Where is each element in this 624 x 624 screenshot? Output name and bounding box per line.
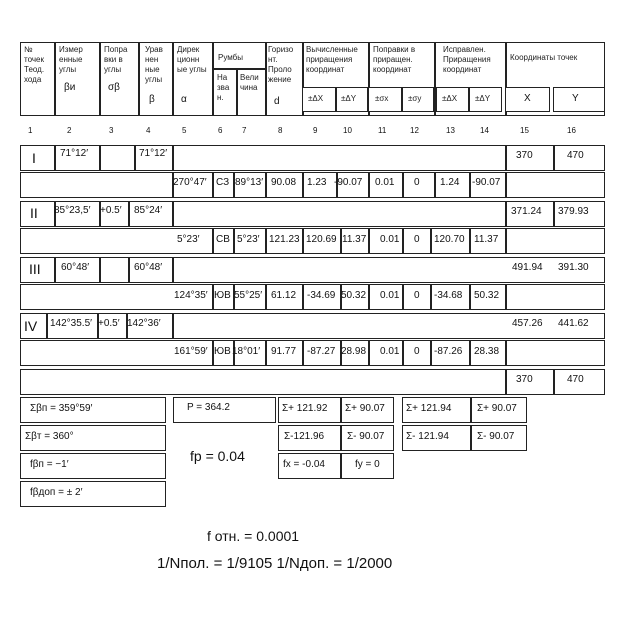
subhdr-sx-label: ±σx bbox=[375, 94, 389, 103]
cell-divider bbox=[505, 340, 507, 366]
rumb-value: 89°13′ bbox=[235, 177, 264, 188]
fy: fy = 0 bbox=[355, 459, 380, 470]
measured-angle: 71°12′ bbox=[60, 148, 89, 159]
calc-dx: 120.69 bbox=[306, 234, 337, 245]
perimeter: P = 364.2 bbox=[187, 402, 230, 413]
directional-angle: 5°23′ bbox=[177, 234, 200, 245]
linear-misclosure: fp = 0.04 bbox=[190, 448, 245, 464]
cell-divider bbox=[553, 201, 555, 227]
colnum: 13 bbox=[446, 126, 455, 135]
cell-divider bbox=[430, 228, 432, 254]
colnum: 5 bbox=[182, 126, 187, 135]
colnum: 1 bbox=[28, 126, 33, 135]
colnum: 6 bbox=[218, 126, 223, 135]
sum-measured-angles: Σβп = 359°59′ bbox=[30, 403, 93, 414]
cell-divider bbox=[54, 257, 56, 283]
sum-dy2-pos: Σ+ 90.07 bbox=[477, 403, 517, 414]
adjusted-angle: 60°48′ bbox=[134, 262, 163, 273]
angle-correction: +0.5′ bbox=[100, 205, 122, 216]
horizontal-distance: 91.77 bbox=[271, 346, 297, 357]
colnum: 7 bbox=[242, 126, 247, 135]
calc-dy: 11.37 bbox=[342, 234, 367, 245]
hdr-directional-symbol: α bbox=[181, 94, 187, 105]
hdr-measured-angles: Измер енные углы bbox=[59, 45, 83, 74]
sum-dx2-pos: Σ+ 121.94 bbox=[406, 403, 452, 414]
header-vline bbox=[54, 42, 56, 116]
cell-divider bbox=[402, 284, 404, 310]
cell-divider bbox=[368, 340, 370, 366]
calc-dx: 1.23 bbox=[307, 177, 327, 188]
calc-dy: 50.32 bbox=[341, 290, 367, 301]
hdr-adjusted-increments: Исправлен. Приращения координат bbox=[443, 45, 491, 74]
calc-dy: -90.07 bbox=[334, 177, 363, 188]
colnum: 8 bbox=[278, 126, 283, 135]
adjusted-angle: 142°36′ bbox=[127, 318, 161, 329]
cell-divider bbox=[265, 284, 267, 310]
cell-divider bbox=[505, 172, 507, 198]
corr-y: 0 bbox=[414, 346, 420, 357]
cell-divider bbox=[302, 172, 304, 198]
cell-divider bbox=[265, 340, 267, 366]
subhdr-Y bbox=[553, 87, 605, 112]
cell-divider bbox=[99, 145, 101, 171]
header-vline bbox=[212, 42, 214, 116]
cell-divider bbox=[302, 340, 304, 366]
cell-divider bbox=[172, 201, 174, 227]
subhdr-X-label: X bbox=[524, 93, 531, 104]
accuracy-ratio: 1/Nпол. = 1/9105 1/Nдоп. = 1/2000 bbox=[157, 555, 393, 572]
subhdr-dx2-label: ±ΔX bbox=[442, 94, 458, 103]
horizontal-distance: 121.23 bbox=[269, 234, 300, 245]
colnum: 2 bbox=[67, 126, 72, 135]
subhdr-sy-label: ±σy bbox=[408, 94, 422, 103]
hdr-horizontal-symbol: d bbox=[274, 96, 280, 107]
cell-divider bbox=[172, 313, 174, 339]
cell-divider bbox=[553, 369, 555, 395]
corr-x: 0.01 bbox=[380, 346, 400, 357]
hdr-rumby-name: На зва н. bbox=[217, 73, 230, 102]
cell-divider bbox=[430, 284, 432, 310]
corr-y: 0 bbox=[414, 234, 420, 245]
subhdr-dx-label: ±ΔX bbox=[308, 94, 324, 103]
cell-divider bbox=[505, 228, 507, 254]
adjusted-angle: 71°12′ bbox=[139, 148, 168, 159]
cell-divider bbox=[368, 284, 370, 310]
cell-divider bbox=[212, 172, 214, 198]
horizontal-distance: 61.12 bbox=[271, 290, 297, 301]
cell-divider bbox=[128, 257, 130, 283]
header-vline bbox=[172, 42, 174, 116]
coord-x: 457.26 bbox=[512, 318, 543, 329]
hdr-adjusted-symbol: β bbox=[149, 94, 155, 105]
cell-divider bbox=[505, 145, 507, 171]
rumb-name: ЮВ bbox=[214, 290, 231, 301]
colnum: 9 bbox=[313, 126, 318, 135]
cell-divider bbox=[302, 228, 304, 254]
subhdr-dy-label: ±ΔY bbox=[341, 94, 357, 103]
header-vline bbox=[99, 42, 101, 116]
subhdr-dy2-label: ±ΔY bbox=[475, 94, 491, 103]
allowed-misclosure: fβдоп = ± 2′ bbox=[30, 487, 83, 498]
cell-divider bbox=[128, 201, 130, 227]
rumb-value: 55°25′ bbox=[234, 290, 263, 301]
sum-dx-neg: Σ-121.96 bbox=[284, 431, 325, 442]
adj-dy: 50.32 bbox=[474, 290, 500, 301]
sum-dy-pos: Σ+ 90.07 bbox=[345, 403, 385, 414]
cell-divider bbox=[302, 284, 304, 310]
sum-dx2-neg: Σ- 121.94 bbox=[406, 431, 449, 442]
adj-dx: -87.26 bbox=[434, 346, 463, 357]
point-name: I bbox=[32, 150, 36, 166]
cell-divider bbox=[212, 228, 214, 254]
rumb-name: ЮВ bbox=[214, 346, 231, 357]
coord-x: 370 bbox=[516, 374, 533, 385]
coord-x: 491.94 bbox=[512, 262, 543, 273]
cell-divider bbox=[265, 172, 267, 198]
point-name: III bbox=[29, 261, 41, 277]
corr-x: 0.01 bbox=[380, 234, 400, 245]
cell-divider bbox=[469, 172, 471, 198]
cell-divider bbox=[505, 284, 507, 310]
angle-misclosure: fβп = −1′ bbox=[30, 459, 69, 470]
cell-divider bbox=[368, 228, 370, 254]
colnum: 10 bbox=[343, 126, 352, 135]
corr-y: 0 bbox=[414, 177, 420, 188]
adj-dx: -34.68 bbox=[434, 290, 463, 301]
hdr-adjusted-angles: Урав нен ные углы bbox=[145, 45, 163, 84]
colnum: 11 bbox=[378, 126, 387, 135]
relative-misclosure: f отн. = 0.0001 bbox=[207, 528, 300, 544]
coord-y: 441.62 bbox=[558, 318, 589, 329]
cell-divider bbox=[134, 145, 136, 171]
corr-y: 0 bbox=[414, 290, 420, 301]
coord-y: 470 bbox=[567, 150, 584, 161]
point-name: II bbox=[30, 205, 38, 221]
colnum: 14 bbox=[480, 126, 489, 135]
rumb-name: СВ bbox=[216, 234, 230, 245]
adjusted-angle: 85°24′ bbox=[134, 205, 163, 216]
colnum: 16 bbox=[567, 126, 576, 135]
measured-angle: 60°48′ bbox=[61, 262, 90, 273]
header-vline bbox=[138, 42, 140, 116]
adj-dy: -90.07 bbox=[472, 177, 501, 188]
adj-dy: 11.37 bbox=[474, 234, 499, 245]
calc-dx: -87.27 bbox=[307, 346, 336, 357]
cell-divider bbox=[434, 172, 436, 198]
header-vline bbox=[265, 42, 267, 116]
sum-dy-neg: Σ- 90.07 bbox=[347, 431, 385, 442]
colnum: 12 bbox=[410, 126, 419, 135]
coord-y: 391.30 bbox=[558, 262, 589, 273]
colnum: 15 bbox=[520, 126, 529, 135]
rumb-value: 18°01′ bbox=[232, 346, 261, 357]
cell-divider bbox=[402, 172, 404, 198]
measured-angle: 85°23,5′ bbox=[54, 205, 91, 216]
hdr-rumby: Румбы bbox=[218, 53, 243, 62]
cell-divider bbox=[469, 228, 471, 254]
cell-divider bbox=[469, 340, 471, 366]
hdr-corrections: Попра вки в углы bbox=[104, 45, 128, 74]
coord-x: 370 bbox=[516, 150, 533, 161]
header-hline bbox=[212, 68, 265, 70]
cell-divider bbox=[368, 172, 370, 198]
colnum: 4 bbox=[146, 126, 151, 135]
measured-angle: 142°35.5′ bbox=[50, 318, 93, 329]
coord-y: 470 bbox=[567, 374, 584, 385]
angle-correction: +0.5′ bbox=[98, 318, 120, 329]
cell-divider bbox=[172, 145, 174, 171]
hdr-coordinates: Координаты точек bbox=[510, 53, 578, 62]
cell-divider bbox=[430, 340, 432, 366]
adj-dy: 28.38 bbox=[474, 346, 500, 357]
header-vline bbox=[236, 68, 238, 116]
coord-x: 371.24 bbox=[511, 206, 542, 217]
hdr-directional-angles: Дирек ционн ые углы bbox=[177, 45, 207, 74]
cell-divider bbox=[54, 145, 56, 171]
cell-divider bbox=[172, 257, 174, 283]
cell-divider bbox=[469, 284, 471, 310]
cell-divider bbox=[553, 145, 555, 171]
cell-divider bbox=[505, 369, 507, 395]
cell-divider bbox=[402, 340, 404, 366]
calc-dx: -34.69 bbox=[307, 290, 336, 301]
hdr-increment-corrections: Поправки в приращен. координат bbox=[373, 45, 416, 74]
horizontal-distance: 90.08 bbox=[271, 177, 297, 188]
hdr-horizontal: Горизо нт. Проло жение bbox=[268, 45, 294, 84]
adj-dx: 1.24 bbox=[440, 177, 460, 188]
sum-dy2-neg: Σ- 90.07 bbox=[477, 431, 515, 442]
hdr-corrections-symbol: σβ bbox=[108, 82, 120, 93]
colnum: 3 bbox=[109, 126, 114, 135]
directional-angle: 270°47′ bbox=[173, 177, 207, 188]
cell-divider bbox=[46, 313, 48, 339]
cell-divider bbox=[402, 228, 404, 254]
hdr-calculated-increments: Вычисленные приращения координат bbox=[306, 45, 358, 74]
corr-x: 0.01 bbox=[380, 290, 400, 301]
sum-dx-pos: Σ+ 121.92 bbox=[282, 403, 328, 414]
cell-divider bbox=[265, 228, 267, 254]
directional-angle: 124°35′ bbox=[174, 290, 208, 301]
hdr-rumby-value: Вели чина bbox=[240, 73, 259, 92]
rumb-value: 5°23′ bbox=[237, 234, 260, 245]
coord-y: 379.93 bbox=[558, 206, 589, 217]
point-name: IV bbox=[24, 318, 38, 334]
sum-theoretical-angles: Σβт = 360° bbox=[25, 431, 74, 442]
cell-divider bbox=[505, 201, 507, 227]
cell-divider bbox=[233, 228, 235, 254]
calc-dy: 28.98 bbox=[341, 346, 367, 357]
fx: fx = -0.04 bbox=[283, 459, 325, 470]
subhdr-Y-label: Y bbox=[572, 93, 579, 104]
adj-dx: 120.70 bbox=[434, 234, 465, 245]
hdr-point-number: № точек Теод. хода bbox=[24, 45, 45, 84]
corr-x: 0.01 bbox=[375, 177, 395, 188]
directional-angle: 161°59′ bbox=[174, 346, 208, 357]
rumb-name: СЗ bbox=[216, 177, 230, 188]
cell-divider bbox=[99, 257, 101, 283]
hdr-measured-symbol: βи bbox=[64, 82, 76, 93]
